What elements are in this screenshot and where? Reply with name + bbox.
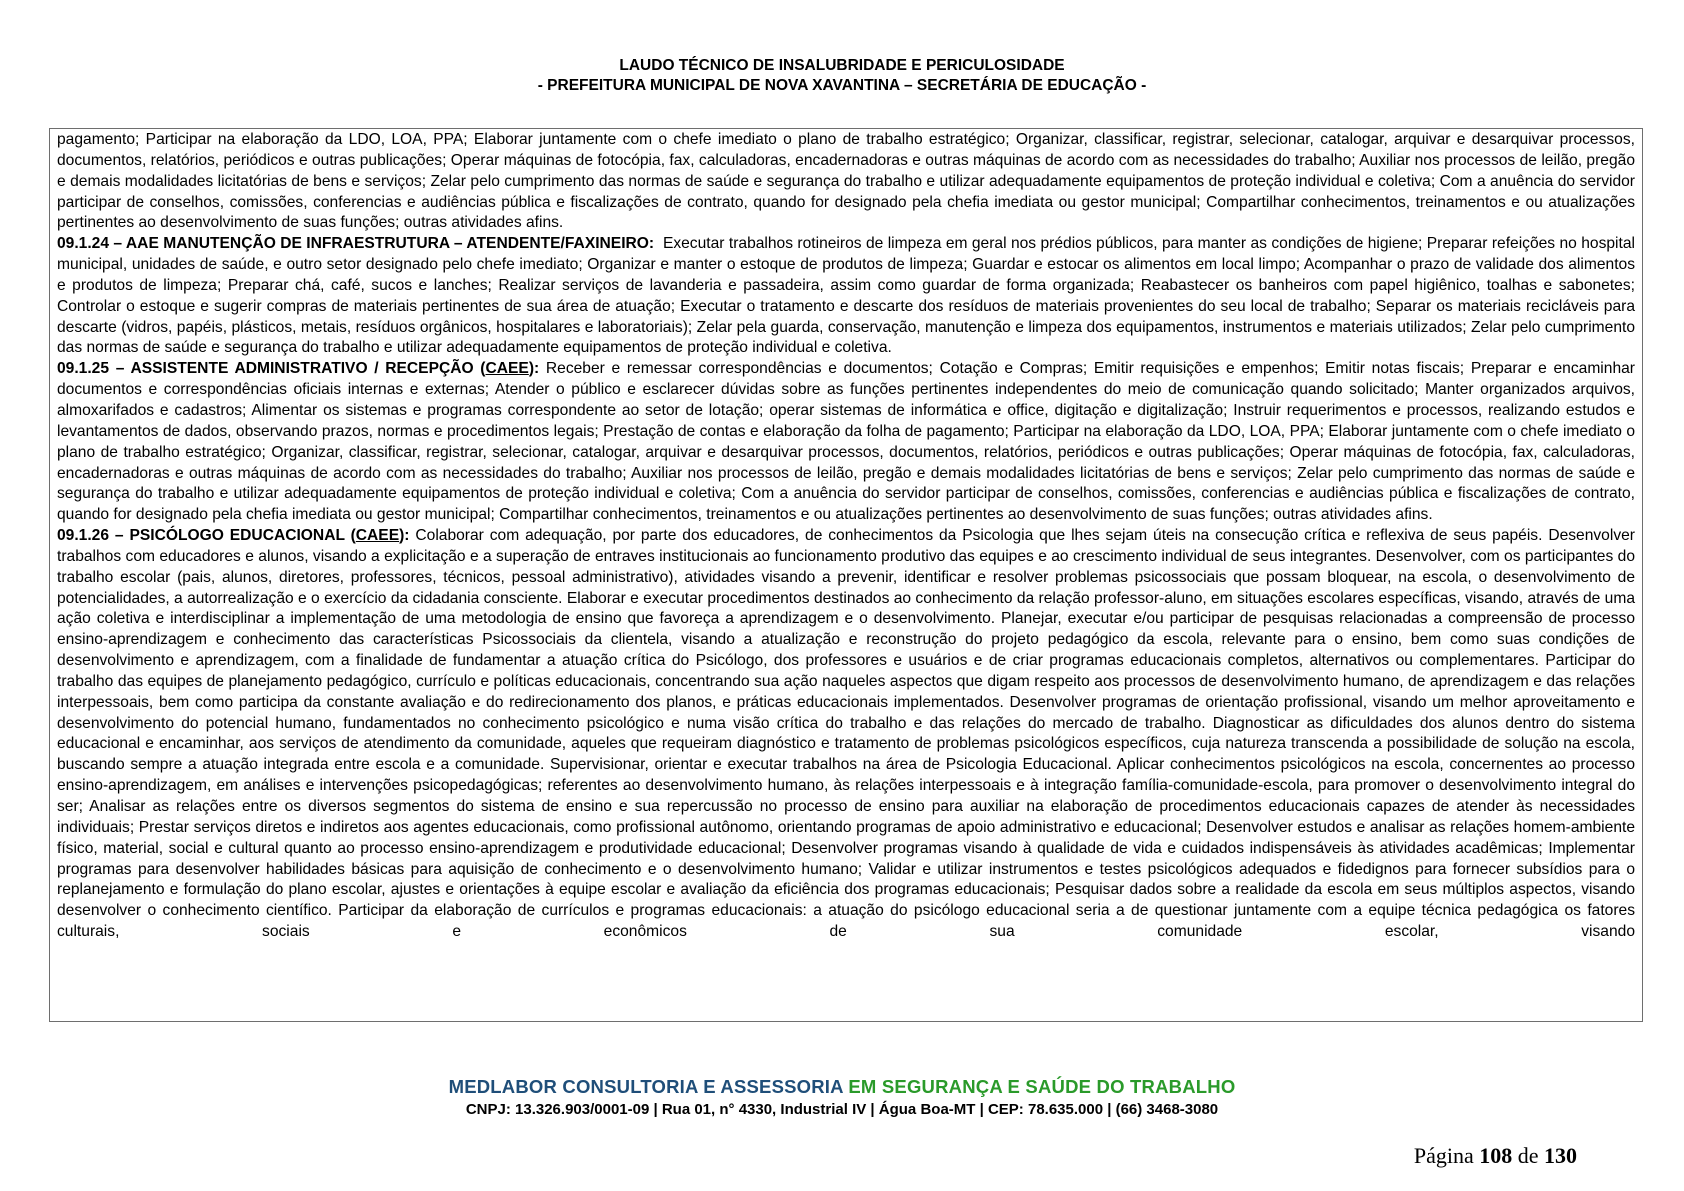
document-footer: [0, 1075, 1684, 1120]
content-box: [49, 128, 1643, 1022]
page-current: 108: [1479, 1143, 1513, 1168]
section-09-1-26: [57, 526, 1635, 943]
intro-text: pagamento; Participar na elaboração da LDO, LOA, PPA; Elaborar juntamente com o chefe imediato o plano de trabalho estratégico; Organizar, classificar, registrar, selecionar, catalogar, arquivar e desarquivar processos, documentos, relatórios, periódicos e outras publicações; Operar máquinas de fotocópia, fax, calculadoras, encadernadoras e outras máquinas de acordo com as necessidades do trabalho; Auxiliar nos processos de leilão, pregão e demais modalidades licitatórias de bens e serviços; Zelar pelo cumprimento das normas de saúde e segurança do trabalho e utilizar adequadamente equipamentos de proteção individual e coletiva; Com a anuência do servidor participar de conselhos, comissões, conferencias e audiências pública e fiscalizações de contrato, quando for designado pela chefia imediata ou gestor municipal; Compartilhar conhecimentos, treinamentos e ou atualizações pertinentes ao desenvolvimento de suas funções; outras atividades afins.: [57, 131, 1635, 232]
section-09-1-25: [57, 359, 1635, 526]
footer-company-tagline: EM SEGURANÇA E SAÚDE DO TRABALHO: [848, 1076, 1236, 1097]
footer-company: [0, 1075, 1684, 1099]
section-heading: 09.1.24 – AAE MANUTENÇÃO DE INFRAESTRUTURA – ATENDENTE/FAXINEIRO:: [57, 235, 655, 253]
document-subtitle: - PREFEITURA MUNICIPAL DE NOVA XAVANTINA – SECRETÁRIA DE EDUCAÇÃO -: [537, 77, 1147, 94]
document-title: LAUDO TÉCNICO DE INSALUBRIDADE E PERICULOSIDADE: [619, 57, 1065, 74]
footer-company-name: MEDLABOR CONSULTORIA E ASSESSORIA: [448, 1076, 844, 1097]
section-heading-code: CAEE: [485, 360, 529, 378]
section-heading: [57, 527, 410, 544]
section-heading-code: CAEE: [355, 527, 400, 545]
section-heading-prefix: 09.1.25 – ASSISTENTE ADMINISTRATIVO / RECEPÇÃO (: [57, 360, 486, 378]
page-number: [1414, 1143, 1577, 1169]
page-separator: de: [1517, 1143, 1539, 1168]
document-header: [0, 56, 1684, 96]
section-text: Receber e remessar correspondências e documentos; Cotação e Compras; Emitir requisições e empenhos; Emitir notas fiscais; Preparar e encaminhar documentos e correspondências oficiais internas e externas; Atender o público e esclarecer dúvidas sobre as funções pertinentes independentes do meio de comunicação quando solicitado; Manter organizados arquivos, almoxarifados e cadastros; Alimentar os sistemas e programas correspondente ao setor de lotação; operar sistemas de informática e office, digitação e digitalização; Instruir requerimentos e processos, realizando estudos e levantamentos de dados, observando prazos, normas e procedimentos legais; Prestação de contas e elaboração da folha de pagamento; Participar na elaboração da LDO, LOA, PPA; Elaborar juntamente com o chefe imediato o plano de trabalho estratégico; Organizar, classificar, registrar, selecionar, catalogar, arquivar e desarquivar processos, documentos, relatórios, periódicos e outras publicações; Operar máquinas de fotocópia, fax, calculadoras, encadernadoras e outras máquinas de acordo com as necessidades do trabalho; Auxiliar nos processos de leilão, pregão e demais modalidades licitatórias de bens e serviços; Zelar pelo cumprimento das normas de saúde e segurança do trabalho e utilizar adequadamente equipamentos de proteção individual e coletiva; Com a anuência do servidor participar de conselhos, comissões, conferencias e audiências pública e fiscalizações de contrato, quando for designado pela chefia imediata ou gestor municipal; Compartilhar conhecimentos, treinamentos e ou atualizações pertinentes ao desenvolvimento de suas funções; outras atividades afins.: [57, 360, 1635, 524]
section-heading-prefix: 09.1.26 – PSICÓLOGO EDUCACIONAL (: [57, 527, 356, 545]
page-label: Página: [1413, 1143, 1474, 1168]
page-total: 130: [1544, 1143, 1577, 1168]
section-09-1-24: [57, 234, 1635, 359]
intro-paragraph: [57, 130, 1635, 234]
footer-address: CNPJ: 13.326.903/0001-09 | Rua 01, n° 4330, Industrial IV | Água Boa-MT | CEP: 78.635.000 | (66) 3468-3080: [465, 1101, 1219, 1118]
section-text: Colaborar com adequação, por parte dos educadores, de conhecimentos da Psicologia que lhes sejam úteis na consecução crítica e reflexiva de seus papéis. Desenvolver trabalhos com educadores e alunos, visando a explicitação e a superação de entraves institucionais ao funcionamento produtivo das equipes e ao crescimento individual de seus integrantes. Desenvolver, com os participantes do trabalho escolar (pais, alunos, diretores, professores, técnicos, pessoal administrativo), atividades visando a prevenir, identificar e resolver problemas psicossociais que possam bloquear, na escola, o desenvolvimento de potencialidades, a autorrealização e o exercício da cidadania consciente. Elaborar e executar procedimentos destinados ao conhecimento da relação professor-aluno, em situações escolares específicas, visando, através de uma ação coletiva e interdisciplinar a implementação de uma metodologia de ensino que favoreça a aprendizagem e o desenvolvimento. Planejar, executar e/ou participar de pesquisas relacionadas a compreensão de processo ensino-aprendizagem e conhecimento das características Psicossociais da clientela, visando a atualização e reconstrução do projeto pedagógico da escola, relevante para o ensino, bem como suas condições de desenvolvimento e aprendizagem, com a finalidade de fundamentar a atuação crítica do Psicólogo, dos professores e usuários e de criar programas educacionais completos, alternativos ou complementares. Participar do trabalho das equipes de planejamento pedagógico, currículo e políticas educacionais, concentrando sua ação naqueles aspectos que digam respeito aos processos de desenvolvimento humano, de aprendizagem e das relações interpessoais, bem como participa da constante avaliação e do redirecionamento dos planos, e práticas educacionais implementados. Desenvolver programas de orientação profissional, visando um melhor aproveitamento e desenvolvimento do potencial humano, fundamentados no conhecimento psicológico e numa visão crítica do trabalho e das relações do mercado de trabalho. Diagnosticar as dificuldades dos alunos dentro do sistema educacional e encaminhar, aos serviços de atendimento da comunidade, aqueles que requeiram diagnóstico e tratamento de problemas psicológicos específicos, cuja natureza transcenda a possibilidade de solução na escola, buscando sempre a atuação integrada entre escola e a comunidade. Supervisionar, orientar e executar trabalhos na área de Psicologia Educacional. Aplicar conhecimentos psicológicos na escola, concernentes ao processo ensino-aprendizagem, em análises e intervenções psicopedagógicas; referentes ao desenvolvimento humano, às relações interpessoais e à integração família-comunidade-escola, para promover o desenvolvimento integral do ser; Analisar as relações entre os diversos segmentos do sistema de ensino e sua repercussão no processo de ensino para auxiliar na elaboração de procedimentos educacionais capazes de atender às necessidades individuais; Prestar serviços diretos e indiretos aos agentes educacionais, como profissional autônomo, orientando programas de apoio administrativo e educacional; Desenvolver estudos e analisar as relações homem-ambiente físico, material, social e cultural quanto ao processo ensino-aprendizagem e produtividade educacional; Desenvolver programas visando à qualidade de vida e cuidados indispensáveis às atividades acadêmicas; Implementar programas para desenvolver habilidades básicas para aquisição de conhecimento e o desenvolvimento humano; Validar e utilizar instrumentos e testes psicológicos adequados e fidedignos para fornecer subsídios para o replanejamento e formulação do plano escolar, ajustes e orientações à equipe escolar e avaliação da eficiência dos programas educacionais; Pesquisar dados sobre a realidade da escola em seus múltiplos aspectos, visando desenvolver o conhecimento científico. Participar da elaboração de currículos e programas educacionais: a atuação do psicólogo educacional seria a de questionar juntamente com a equipe técnica pedagógica os fatores culturais, sociais e econômicos de sua comunidade escolar, visando: [57, 527, 1635, 941]
section-heading-suffix: ):: [528, 360, 540, 378]
section-heading-suffix: ):: [399, 527, 410, 545]
section-heading: [57, 360, 539, 377]
section-text: Executar trabalhos rotineiros de limpeza em geral nos prédios públicos, para manter as condições de higiene; Preparar refeições no hospital municipal, unidades de saúde, e outro setor designado pelo chefe imediato; Organizar e manter o estoque de produtos de limpeza; Guardar e estocar os alimentos em local limpo; Acompanhar o prazo de validade dos alimentos e produtos de limpeza; Preparar chá, café, sucos e lanches; Realizar serviços de lavanderia e passadeira, assim como guardar de forma organizada; Reabastecer os banheiros com papel higiênico, toalhas e sabonetes; Controlar o estoque e sugerir compras de materiais pertinentes de sua área de atuação; Executar o tratamento e descarte dos resíduos de materiais provenientes do seu local de trabalho; Separar os materiais recicláveis para descarte (vidros, papéis, plásticos, metais, resíduos orgânicos, hospitalares e laboratoriais); Zelar pela guarda, conservação, manutenção e limpeza dos equipamentos, instrumentos e materiais utilizados; Zelar pelo cumprimento das normas de saúde e segurança do trabalho e utilizar adequadamente equipamentos de proteção individual e coletiva.: [57, 235, 1635, 357]
